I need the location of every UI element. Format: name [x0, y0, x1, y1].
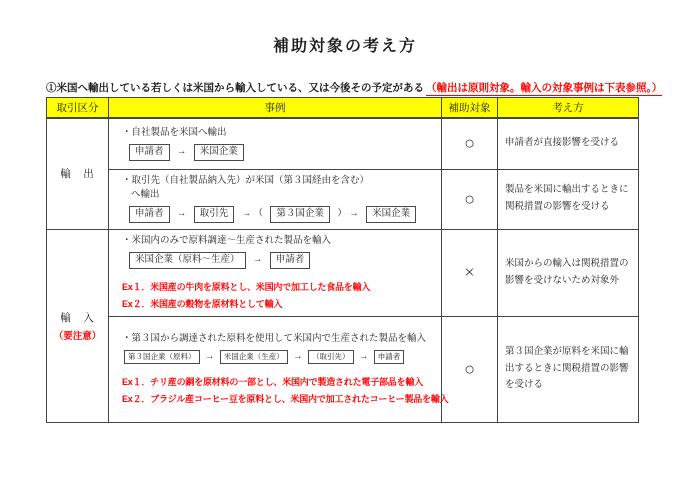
flow-box: 第３国企業（原料）: [124, 350, 200, 364]
eligibility-mark: ○: [464, 188, 475, 209]
flow-box: 米国企業（原料～生産）: [129, 252, 246, 269]
col-header-subsidy-target: 補助対象: [442, 98, 498, 119]
flow-diagram: [129, 252, 437, 269]
case-cell: [109, 169, 442, 229]
flow-arrow: →: [176, 146, 187, 157]
flow-arrow: →: [204, 351, 215, 362]
case-bullet: ・米国内のみで原料調達～生産された製品を輸入: [122, 236, 332, 247]
flow-box: （取引先）: [308, 350, 354, 364]
flow-diagram: [129, 205, 437, 223]
subsidy-mark-cell: [442, 316, 498, 422]
rationale-cell: 米国からの輸入は関税措置の影響を受けないため対象外: [498, 229, 639, 316]
flow-arrow: →: [252, 254, 263, 265]
category-label: 輸 入: [60, 312, 95, 324]
case-bullet-continuation: へ輸出: [131, 189, 160, 200]
subsidy-mark-cell: [442, 229, 498, 316]
flow-arrow: → （: [241, 209, 264, 220]
flow-arrow: ） →: [337, 209, 359, 220]
intro-line: [46, 80, 662, 95]
flow-arrow: →: [358, 351, 369, 362]
example-line: Ex１．米国産の牛肉を原料とし、米国内で加工した食品を輸入: [122, 281, 371, 292]
table-row: [47, 316, 639, 422]
eligibility-mark: ○: [464, 358, 475, 379]
table-row: [47, 169, 639, 229]
table-row: [47, 229, 639, 316]
category-cell-import: [47, 229, 109, 422]
table-row: [47, 118, 639, 169]
example-line: Ex２．ブラジル産コーヒー豆を原料とし、米国内で加工されたコーヒー製品を輸入: [122, 393, 449, 404]
flow-box: 取引先: [194, 206, 235, 223]
intro-main-text: ①米国へ輸出している若しくは米国から輸入している、又は今後その予定がある: [46, 82, 424, 94]
rationale-cell: 第３国企業が原料を米国に輸出するときに関税措置の影響を受ける: [498, 316, 639, 422]
page-title: 補助対象の考え方: [272, 38, 417, 55]
flow-box: 米国企業（生産）: [220, 350, 288, 364]
subsidy-mark-cell: [442, 118, 498, 169]
category-caution-note: （要注意）: [53, 330, 102, 342]
example-line: Ex１．チリ産の銅を原材料の一部とし、米国内で製造された電子部品を輸入: [122, 376, 424, 387]
col-header-rationale: 考え方: [498, 98, 639, 119]
eligibility-mark: ×: [464, 262, 475, 282]
case-bullet: ・第３国から調達された原料を使用して米国内で生産された製品を輸入: [122, 334, 427, 345]
col-header-transaction-type: 取引区分: [47, 98, 109, 119]
flow-box: 申請者: [129, 144, 170, 161]
case-bullet: ・自社製品を米国へ輸出: [122, 127, 227, 138]
case-cell: [109, 229, 442, 316]
flow-arrow: →: [293, 351, 303, 362]
case-cell: [109, 118, 442, 169]
flow-arrow: →: [176, 209, 187, 220]
table-header-row: [47, 98, 639, 119]
subsidy-mark-cell: [442, 169, 498, 229]
flow-diagram: [129, 144, 437, 161]
flow-box: 申請者: [270, 252, 311, 269]
col-header-case: 事例: [109, 98, 442, 119]
example-line: Ex２．米国産の穀物を原材料として輸入: [122, 298, 283, 309]
flow-box: 申請者: [374, 350, 405, 364]
flow-box: 米国企業: [194, 144, 244, 161]
flow-box: 申請者: [129, 206, 170, 223]
flow-box: 米国企業: [366, 206, 416, 223]
flow-diagram: [124, 350, 437, 364]
rationale-cell: 製品を米国に輸出するときに関税措置の影響を受ける: [498, 169, 639, 229]
category-cell-export: [47, 118, 109, 229]
flow-box: 第３国企業: [270, 206, 330, 223]
subsidy-table: [46, 97, 639, 423]
case-cell: [109, 316, 449, 422]
case-bullet: ・取引先（自社製品納入先）が米国（第３国経由を含む）: [122, 175, 370, 186]
intro-red-note: （輸出は原則対象。輸入の対象事例は下表参照。）: [426, 82, 663, 94]
category-label: 輸 出: [60, 169, 95, 181]
rationale-cell: 申請者が直接影響を受ける: [498, 118, 639, 169]
eligibility-mark: ○: [464, 133, 475, 154]
